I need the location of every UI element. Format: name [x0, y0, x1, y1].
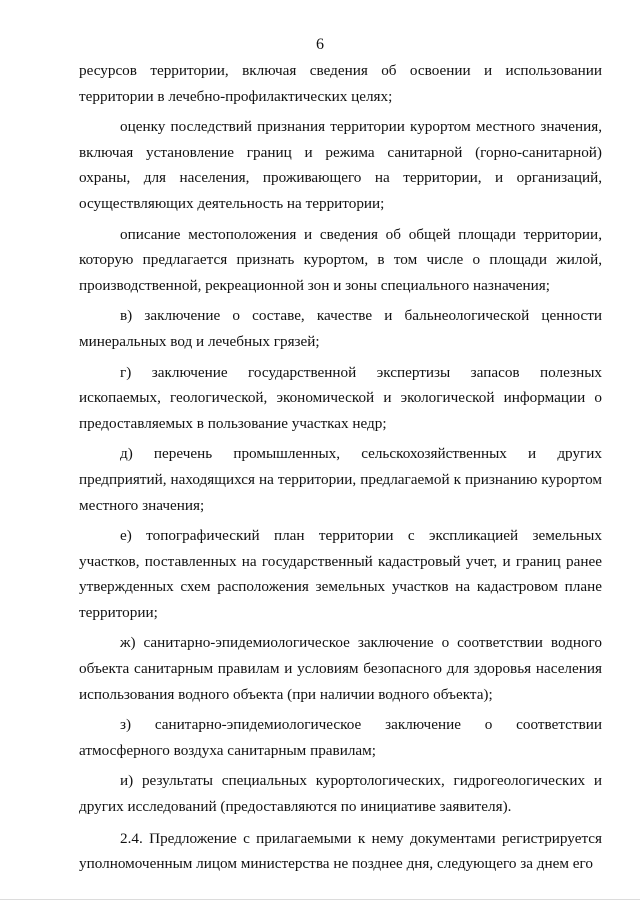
paragraph-location-description: описание местоположения и сведения об общей площади территории, которую предлагается признать курортом, в том числе о площади жилой, производственной, рекреационной зон и зоны специального назначения; — [79, 225, 602, 294]
paragraph-item-v: в) заключение о составе, качестве и бальнеологической ценности минеральных вод и лечебных грязей; — [79, 307, 602, 350]
paragraph-resources: ресурсов территории, включая сведения об освоении и использовании территории в лечебно-профилактических целях; — [79, 62, 602, 105]
paragraph-item-d: д) перечень промышленных, сельскохозяйственных и других предприятий, находящихся на территории, предлагаемой к признанию курортом местного значения; — [79, 445, 602, 514]
paragraph-item-g: г) заключение государственной экспертизы запасов полезных ископаемых, геологической, экономической и экологической информации о предоставляемых в пользование участках недр; — [79, 363, 602, 432]
paragraph-item-zh: ж) санитарно-эпидемиологическое заключение о соответствии водного объекта санитарным правилам и условиям безопасного для здоровья населения использования водного объекта (при наличии водного объекта); — [79, 634, 602, 703]
paragraph-item-i: и) результаты специальных курортологических, гидрогеологических и других исследований (предоставляются по инициативе заявителя). — [79, 772, 602, 816]
paragraph-item-e: е) топографический план территории с экспликацией земельных участков, поставленных на государственный кадастровый учет, и границ ранее утвержденных схем расположения земельных участков на кадастровом плане территории; — [79, 527, 602, 621]
page-bottom-edge — [0, 899, 640, 900]
page-number: 6 — [316, 36, 324, 53]
paragraph-assessment: оценку последствий признания территории курортом местного значения, включая установление границ и режима санитарной (горно-санитарной) охраны, для населения, проживающего на территории, и организаций, осуществляющих деятельность на территории; — [79, 118, 602, 212]
document-body — [79, 58, 602, 877]
paragraph-section-2-4: 2.4. Предложение с прилагаемыми к нему документами регистрируется уполномоченным лицом министерства не позднее дня, следующего за днем его — [79, 829, 602, 873]
paragraph-item-z: з) санитарно-эпидемиологическое заключение о соответствии атмосферного воздуха санитарным правилам; — [79, 716, 602, 759]
